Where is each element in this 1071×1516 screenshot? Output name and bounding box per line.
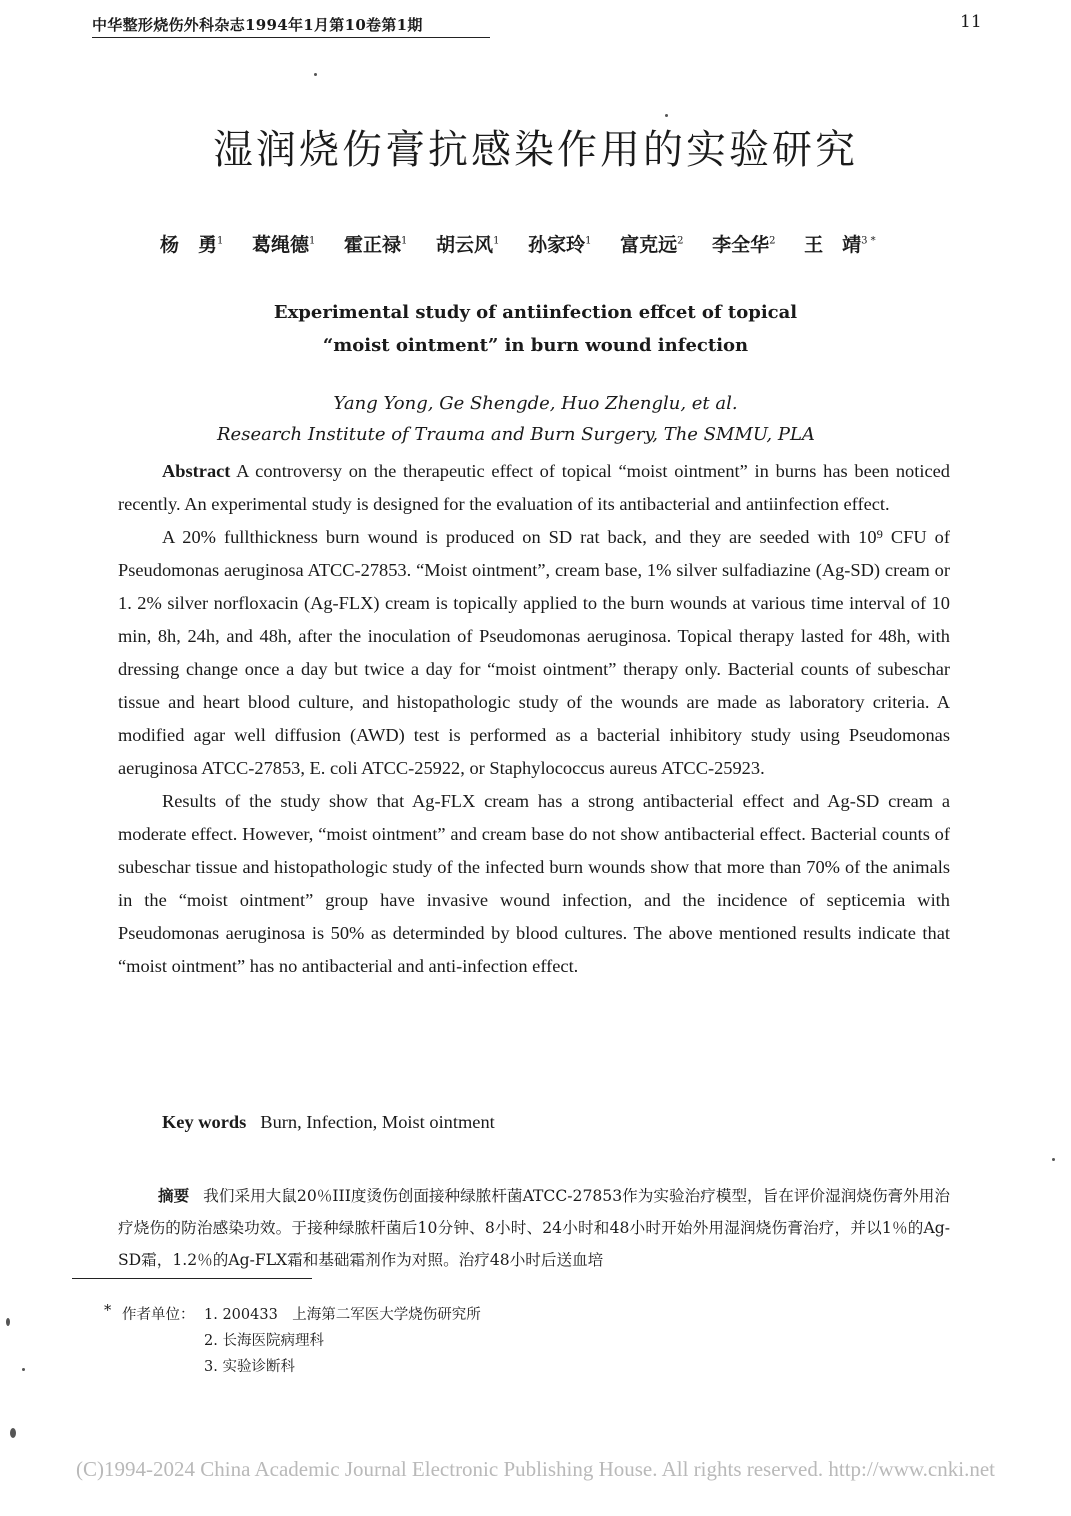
abstract-cn-paragraph: 摘要 我们采用大鼠20％III度烫伤创面接种绿脓杆菌ATCC-27853作为实验治疗模型，旨在评价湿润烧伤膏外用治疗烧伤的防治感染功效。于接种绿脓杆菌后10分钟、8小时、24小时和48小时开始外用湿润烧伤膏治疗，并以1％的Ag-SD霜，1.2％的Ag-FLX霜和基础霜剂作为对照。治疗48小时后送血培 — [118, 1186, 950, 1269]
affiliation-en: Research Institute of Trauma and Burn Surgery, The SMMU, PLA — [217, 424, 815, 445]
scan-speck — [6, 1318, 10, 1326]
author-cn: 李全华$^2$ — [712, 234, 776, 256]
footnote-affiliation-1: 1. 200433 上海第二军医大学烧伤研究所 — [204, 1307, 481, 1323]
author-cn: 杨 勇$^1$ — [160, 234, 224, 256]
paper-title-cn: 湿润烧伤膏抗感染作用的实验研究 — [213, 127, 858, 173]
abstract-paragraph-1: Abstract A controversy on the therapeutic effect of topical “moist ointment” in burns has been noticed recently. An experimental study is designed for the evaluation of its antibacterial and antiinfection effect. — [118, 461, 950, 514]
title-en-line-1: Experimental study of antiinfection effcet of topical — [273, 302, 798, 323]
keywords-text: Burn, Infection, Moist ointment — [260, 1112, 495, 1132]
author-cn: 霍正禄$^1$ — [344, 234, 408, 256]
author-cn: 孙家玲$^1$ — [528, 234, 592, 256]
author-cn: 富克远$^2$ — [620, 234, 684, 256]
running-header: 中华整形烧伤外科杂志1994年1月第10卷第1期 — [92, 16, 423, 34]
scan-speck — [10, 1428, 16, 1438]
footnote-rule — [72, 1278, 312, 1279]
header-rule — [92, 37, 490, 38]
footnote-label: 作者单位： — [122, 1307, 195, 1323]
abstract-cn-label: 摘要 — [158, 1186, 190, 1205]
abstract-cn — [118, 1180, 950, 1276]
author-list-en: Yang Yong, Ge Shengde, Huo Zhenglu, et al. — [333, 393, 738, 414]
keywords-label: Key words — [162, 1112, 247, 1132]
paper-title-en — [0, 296, 1071, 362]
abstract-paragraph-3: Results of the study show that Ag-FLX cream has a strong antibacterial effect and Ag-SD cream a moderate effect. However, “moist ointment” and cream base do not show antibacterial effect. Bacterial counts of subeschar tissue and histopathologic study of the infected burn wounds show that more than 70% of the animals in the “moist ointment” group have invasive wound infection, and the incidence of septicemia with Pseudomonas aeruginosa is 50% as determinded by blood cultures. The above mentioned results indicate that “moist ointment” has no antibacterial and anti-infection effect. — [118, 791, 950, 976]
page-number: 11 — [960, 12, 982, 32]
abstract-en — [118, 455, 950, 983]
title-en-line-2: “moist ointment” in burn wound infection — [322, 335, 749, 356]
author-cn: 胡云风$^1$ — [436, 234, 500, 256]
footnote-affiliation-3: 3. 实验诊断科 — [204, 1359, 295, 1375]
scan-speck — [314, 73, 317, 76]
scan-speck — [665, 114, 668, 117]
scan-speck — [1052, 1158, 1055, 1161]
author-list-cn — [160, 230, 940, 257]
scan-speck — [22, 1368, 25, 1371]
keywords — [162, 1112, 495, 1133]
footnote-marker: * — [104, 1303, 112, 1319]
abstract-label: Abstract — [162, 461, 231, 481]
author-cn: 王 靖$^{3 *}$ — [804, 234, 876, 256]
author-cn: 葛绳德$^1$ — [252, 234, 316, 256]
abstract-paragraph-2: A 20% fullthickness burn wound is produced on SD rat back, and they are seeded with 10⁹ CFU of Pseudomonas aeruginosa ATCC-27853. “Moist ointment”, cream base, 1% silver sulfadiazine (Ag-SD) cream or 1. 2% silver norfloxacin (Ag-FLX) cream is topically applied to the burn wounds at various time interval of 10 min, 8h, 24h, and 48h, after the inoculation of Pseudomonas aeruginosa. Topical therapy lasted for 48h, with dressing change once a day but twice a day for “moist ointment” therapy only. Bacterial counts of subeschar tissue and heart blood culture, and histopathologic study of the wounds are made as laboratory criteria. A modified agar well diffusion (AWD) test is performed as a bacterial inhibitory study using Pseudomonas aeruginosa ATCC-27853, E. coli ATCC-25922, or Staphylococcus aureus ATCC-25923. — [118, 527, 950, 778]
copyright-notice: (C)1994-2024 China Academic Journal Electronic Publishing House. All rights reserved. http://www.cnki.net — [76, 1457, 995, 1481]
footnote-affiliation-2: 2. 长海医院病理科 — [204, 1333, 324, 1349]
